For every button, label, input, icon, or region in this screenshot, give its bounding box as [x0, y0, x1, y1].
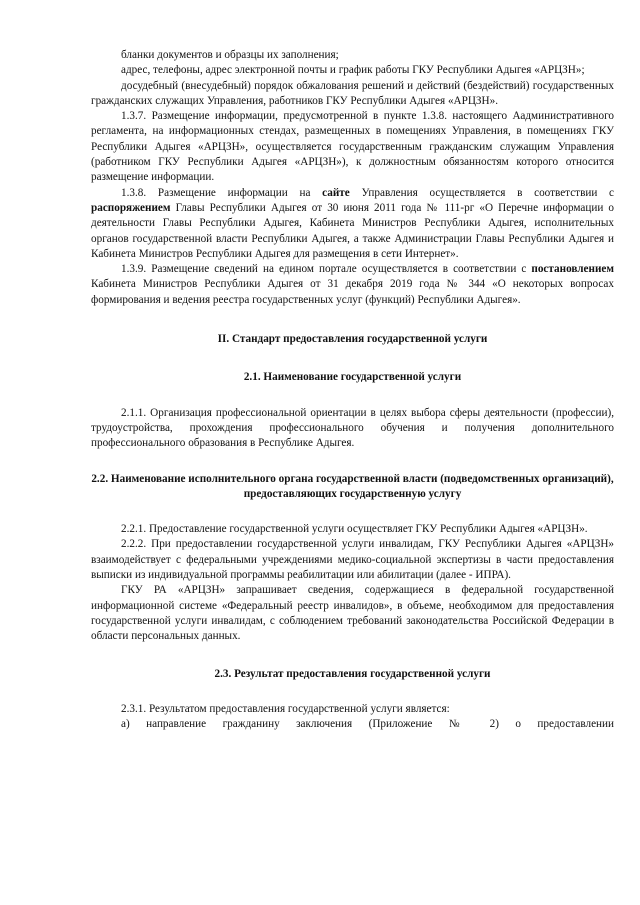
paragraph-blanks: бланки документов и образцы их заполнения;	[121, 49, 339, 61]
paragraph-2-3-1-a: а) направление гражданину заключения (Приложение № 2) о предоставлении	[121, 718, 614, 731]
paragraph-1-3-9: 1.3.9. Размещение сведений на едином портале осуществляется в соответствии с постановлением Кабинета Министров Республики Адыгея от 31 декабря 2019 года № 344 «О некоторых вопросах формирования и ведения реестра государственных услуг (функций) Республики Адыгея».	[91, 263, 614, 306]
paragraph-1-3-7: 1.3.7. Размещение информации, предусмотренной в пункте 1.3.8. настоящего Аадминистративного регламента, на информационных стендах, размещенных в помещениях Управления, в помещениях ГКУ Республики Адыгея «АРЦЗН», осуществляется государственным гражданским служащим Управления (работником ГКУ Республики Адыгея «АРЦЗН»), к должностным обязанностям которого относится размещение информации.	[91, 110, 614, 184]
subsection-heading-2-3: 2.3. Результат предоставления государственной услуги	[214, 667, 491, 680]
section-heading-2: II. Стандарт предоставления государственной услуги	[217, 333, 488, 346]
subsection-heading-2-2: 2.2. Наименование исполнительного органа государственной власти (подведомственных организаций), предоставляющих государственную услугу	[91, 472, 614, 500]
paragraph-2-2-2: 2.2.2. При предоставлении государственной услуги инвалидам, ГКУ Республики Адыгея «АРЦЗН» взаимодействует с федеральными учреждениями медико-социальной экспертизы в части предоставления выписки из индивидуальной программы реабилитации или абилитации (далее - ИПРА).	[91, 538, 614, 582]
paragraph-2-3-1: 2.3.1. Результатом предоставления государственной услуги является:	[121, 702, 450, 715]
paragraph-2-2-2-cont: ГКУ РА «АРЦЗН» запрашивает сведения, содержащиеся в федеральной государственной информационной системе «Федеральный реестр инвалидов», в объеме, необходимом для предоставления государственной услуги инвалидам, с соблюдением требований законодательства Российской Федерации в области персональных данных.	[91, 584, 614, 643]
paragraph-2-1-1: 2.1.1. Организация профессиональной ориентации в целях выбора сферы деятельности (профессии), трудоустройства, прохождения профессионального обучения и получения дополнительного профессионального образования в Республике Адыгея.	[91, 406, 614, 450]
paragraph-appeal: досудебный (внесудебный) порядок обжалования решений и действий (бездействий) государственных гражданских служащих Управления, работников ГКУ Республики Адыгея «АРЦЗН».	[91, 79, 614, 107]
subsection-heading-2-1: 2.1. Наименование государственной услуги	[243, 371, 462, 384]
paragraph-2-2-1: 2.2.1. Предоставление государственной услуги осуществляет ГКУ Республики Адыгея «АРЦЗН».	[121, 523, 588, 536]
paragraph-1-3-8: 1.3.8. Размещение информации на сайте Управления осуществляется в соответствии с распоряжением Главы Республики Адыгея от 30 июня 2011 года № 111-рг «О Перечне информации о деятельности Главы Республики Адыгея, Кабинета Министров Республики Адыгея, исполнительных органов государственной власти Республики Адыгея, а также Администрации Главы Республики Адыгея и Кабинета Министров Республики Адыгея для размещения в сети Интернет».	[91, 186, 614, 260]
paragraph-address: адрес, телефоны, адрес электронной почты и график работы ГКУ Республики Адыгея «АРЦЗН»;	[121, 64, 585, 77]
